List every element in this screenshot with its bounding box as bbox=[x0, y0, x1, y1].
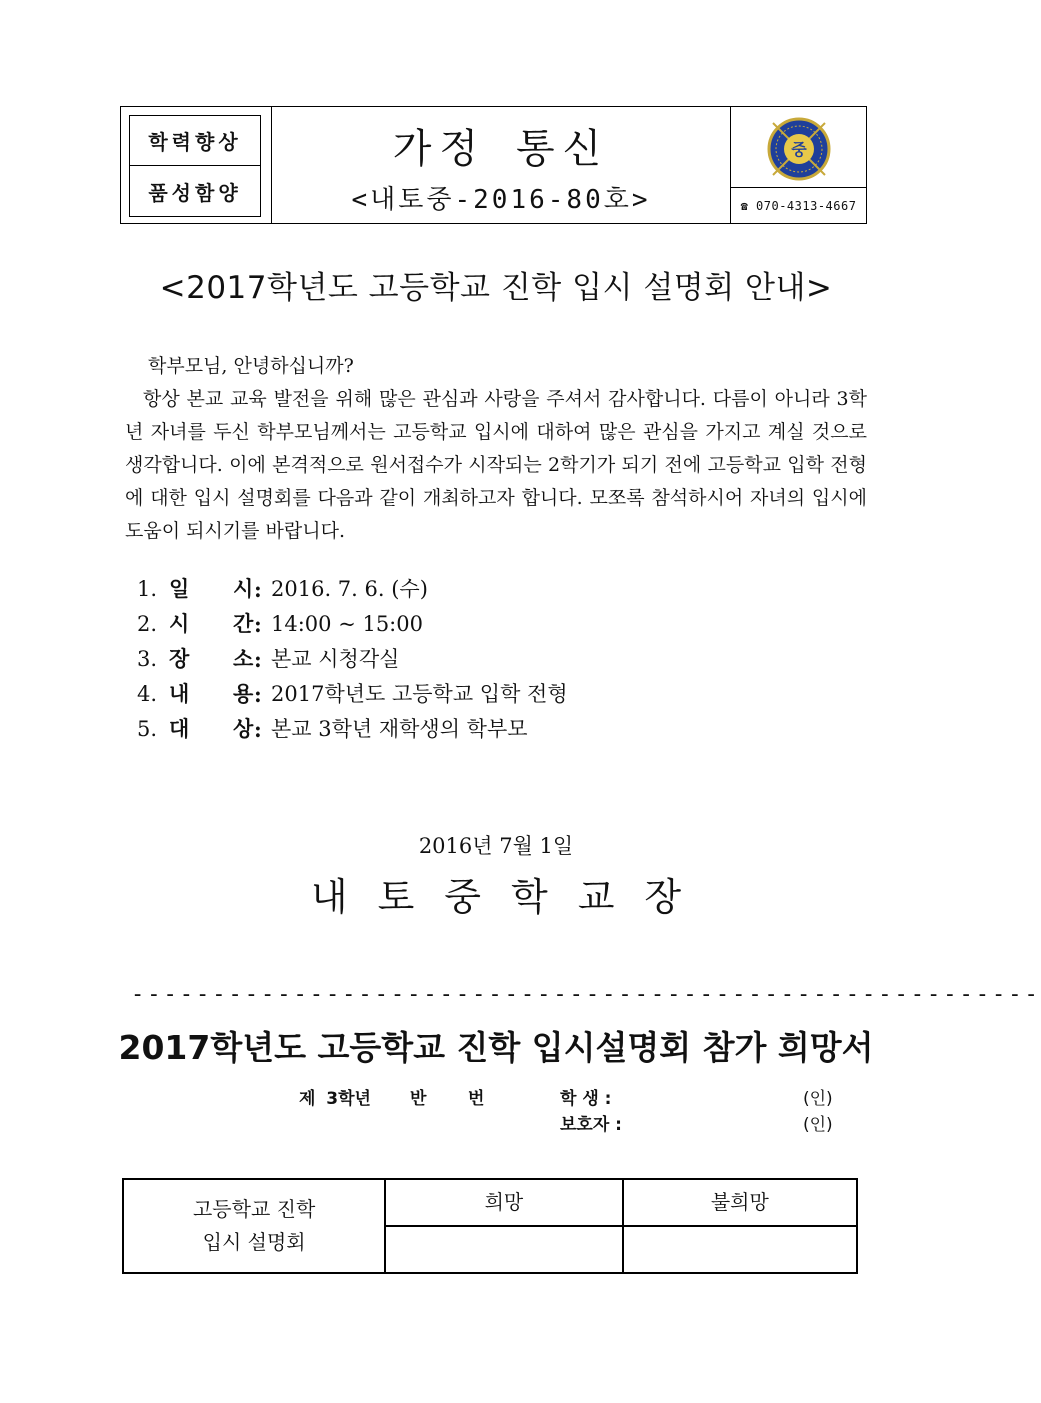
issue-number: <내토중-2016-80호> bbox=[351, 185, 651, 215]
item-key: 일 bbox=[169, 577, 190, 601]
newsletter-title-word: 통신 bbox=[516, 126, 610, 172]
item-key: 시 bbox=[169, 612, 190, 636]
number-label bbox=[468, 1084, 484, 1109]
item-colon: : bbox=[254, 717, 262, 742]
item-key: 장 bbox=[169, 647, 190, 671]
number-label-text: 번 bbox=[468, 1089, 485, 1109]
newsletter-title bbox=[272, 117, 730, 174]
item-number: 1. bbox=[137, 577, 158, 601]
emblem-glyph: 중 bbox=[791, 140, 807, 159]
item-value: 본교 시청각실 bbox=[271, 647, 400, 671]
phone-number: 070-4313-4667 bbox=[756, 199, 857, 213]
item-key: 간 bbox=[233, 612, 254, 636]
item-number: 5. bbox=[137, 717, 158, 741]
student-seal: (인) bbox=[803, 1089, 833, 1109]
form-title: 2017학년도 고등학교 진학 입시설명회 참가 희망서 bbox=[118, 1028, 874, 1067]
class-label bbox=[410, 1084, 426, 1109]
item-key: 용 bbox=[233, 682, 254, 706]
guardian-seal: (인) bbox=[803, 1115, 833, 1135]
student-name-label bbox=[560, 1084, 611, 1109]
item-value: 2016. 7. 6. (수) bbox=[271, 577, 428, 601]
phone-box bbox=[730, 187, 867, 224]
grade-label: 3학년 bbox=[326, 1089, 371, 1109]
item-number: 2. bbox=[137, 612, 158, 636]
item-value: 2017학년도 고등학교 입학 전형 bbox=[271, 682, 568, 706]
student-label-text: 학 생 : bbox=[560, 1089, 612, 1109]
principal-signature: 내토중학교장 bbox=[310, 875, 712, 919]
item-number: 4. bbox=[137, 682, 158, 706]
item-colon: : bbox=[254, 647, 262, 672]
body-paragraph: 항상 본교 교육 발전을 위해 많은 관심과 사랑을 주셔서 감사합니다. 다름이 아니라 3학년 자녀를 두신 학부모님께서는 고등학교 입시에 대하여 많은 관심을 가지고 계실 것으로 생각합니다. 이에 본격적으로 원서접수가 시작되는 2학기가 되기 전에 고등학교 입학 전형에 대한 입시 설명회를 다음과 같이 개최하고자 합니다. 모쪼록 참석하시어 자녀의 입시에 도움이 되시기를 바랍니다. bbox=[125, 388, 867, 542]
guardian-label-text: 보호자 : bbox=[560, 1115, 622, 1135]
item-key: 소 bbox=[233, 647, 254, 671]
class-info bbox=[299, 1084, 371, 1109]
attendance-response-table bbox=[122, 1178, 858, 1274]
guardian-name-label bbox=[560, 1110, 622, 1135]
phone-icon: ☎ bbox=[740, 199, 757, 213]
class-label-text: 반 bbox=[410, 1089, 427, 1109]
attend-no-checkbox-cell[interactable] bbox=[623, 1226, 857, 1273]
newsletter-title-word: 가정 bbox=[392, 126, 486, 172]
item-value: 14:00 ~ 15:00 bbox=[271, 612, 423, 636]
greeting: 학부모님, 안녕하십니까? bbox=[148, 355, 354, 377]
item-key: 시 bbox=[233, 577, 254, 601]
school-emblem-logo bbox=[767, 117, 831, 181]
issue-date: 2016년 7월 1일 bbox=[418, 834, 574, 858]
item-value: 본교 3학년 재학생의 학부모 bbox=[271, 717, 528, 741]
item-key: 내 bbox=[169, 682, 190, 706]
item-colon: : bbox=[254, 577, 262, 602]
row-label-cell bbox=[123, 1179, 385, 1273]
item-colon: : bbox=[254, 682, 262, 707]
cut-line-divider: -------------------------------------------------------- bbox=[131, 982, 1041, 1007]
newsletter-header bbox=[120, 106, 867, 224]
item-key: 대 bbox=[169, 717, 190, 741]
row-label-line: 고등학교 진학 bbox=[192, 1197, 316, 1221]
item-number: 3. bbox=[137, 647, 158, 671]
attend-yes-checkbox-cell[interactable] bbox=[385, 1226, 622, 1273]
attend-yes-header: 희망 bbox=[385, 1179, 622, 1226]
item-colon: : bbox=[254, 612, 262, 637]
class-prefix: 제 bbox=[299, 1089, 316, 1109]
school-motto-box bbox=[129, 115, 261, 217]
row-label-line: 입시 설명회 bbox=[202, 1230, 306, 1254]
school-emblem-icon bbox=[767, 117, 831, 181]
document-title: <2017학년도 고등학교 진학 입시 설명회 안내> bbox=[159, 270, 833, 306]
item-key: 상 bbox=[233, 717, 254, 741]
motto-bottom: 품성함양 bbox=[148, 180, 242, 205]
motto-top: 학력향상 bbox=[130, 116, 260, 166]
letter-body bbox=[125, 350, 867, 548]
attend-no-header: 불희망 bbox=[623, 1179, 857, 1226]
